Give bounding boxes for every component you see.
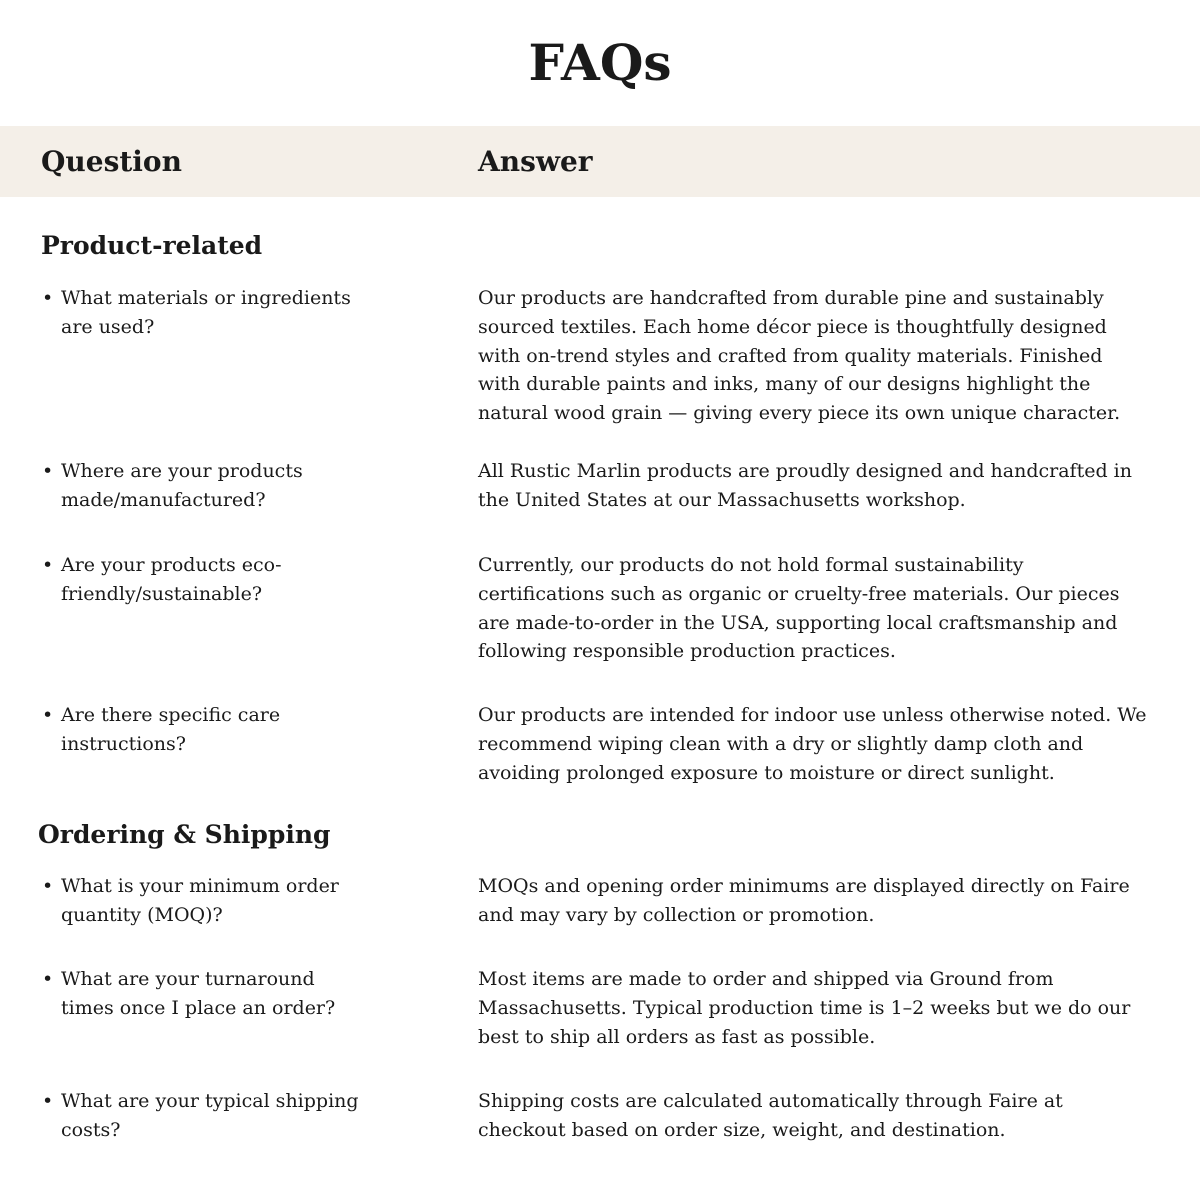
faq-question (42, 1087, 361, 1145)
bullet-icon: • (42, 554, 54, 576)
faq-question-text: Where are your products made/manufactured? (61, 460, 303, 511)
faq-question (42, 457, 361, 515)
bullet-icon: • (42, 968, 54, 990)
section-title-ordering-shipping: Ordering & Shipping (38, 820, 331, 849)
faq-question (42, 965, 361, 1023)
faq-answer: Our products are handcrafted from durable pine and sustainably sourced textiles. Each home décor piece is thoughtfully designed with on-trend styles and crafted from quality materials. Finished with durable paints and inks, many of our designs highlight the natural wood grain — giving every piece its own unique character. (478, 287, 1121, 425)
faq-answer: All Rustic Marlin products are proudly designed and handcrafted in the United States at our Massachusetts workshop. (478, 460, 1132, 511)
faq-question (42, 872, 361, 930)
faq-question-text: What are your turnaround times once I place an order? (61, 968, 336, 1019)
faq-question (42, 551, 361, 609)
bullet-icon: • (42, 875, 54, 897)
bullet-icon: • (42, 287, 54, 309)
bullet-icon: • (42, 704, 54, 726)
answer-column-header: Answer (478, 145, 593, 178)
faq-question-text: What materials or ingredients are used? (61, 287, 351, 338)
faq-answer: Shipping costs are calculated automatically through Faire at checkout based on order size, weight, and destination. (478, 1090, 1063, 1141)
faq-answer: MOQs and opening order minimums are displayed directly on Faire and may vary by collection or promotion. (478, 875, 1130, 926)
section-title-product-related: Product-related (41, 231, 263, 260)
faq-question (42, 701, 361, 759)
faq-question (42, 284, 361, 342)
faq-answer: Most items are made to order and shipped via Ground from Massachusetts. Typical production time is 1–2 weeks but we do our best to ship all orders as fast as possible. (478, 968, 1131, 1048)
faq-question-text: Are your products eco-friendly/sustainable? (61, 554, 282, 605)
faq-question-text: What are your typical shipping costs? (61, 1090, 359, 1141)
question-column-header: Question (41, 145, 182, 178)
table-header (0, 126, 1200, 197)
bullet-icon: • (42, 1090, 54, 1112)
faq-answer: Currently, our products do not hold formal sustainability certifications such as organic or cruelty-free materials. Our pieces are made-to-order in the USA, supporting local craftsmanship and following responsible production practices. (478, 554, 1120, 663)
page-title: FAQs (528, 33, 672, 92)
faq-answer: Our products are intended for indoor use unless otherwise noted. We recommend wiping clean with a dry or slightly damp cloth and avoiding prolonged exposure to moisture or direct sunlight. (478, 704, 1147, 784)
faq-question-text: Are there specific care instructions? (61, 704, 281, 755)
bullet-icon: • (42, 460, 54, 482)
faq-question-text: What is your minimum order quantity (MOQ)? (61, 875, 339, 926)
